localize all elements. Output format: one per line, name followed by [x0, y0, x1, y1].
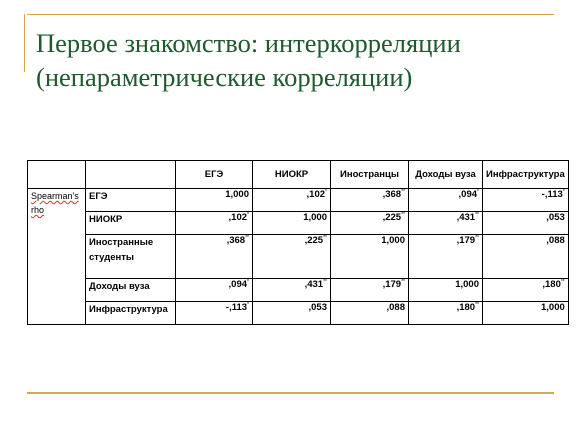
table-row: [28, 212, 569, 235]
correlation-cell: [483, 235, 569, 279]
cell-value: ,431: [456, 212, 476, 224]
cell-value: -,113: [541, 189, 563, 201]
table-row: [28, 235, 569, 279]
cell-value: ,088: [386, 302, 405, 314]
table-row: [28, 302, 569, 325]
correlation-cell: [176, 279, 253, 302]
corner-cell: [86, 161, 176, 189]
cell-value: ,179: [382, 279, 402, 291]
cell-value: ,179: [456, 235, 476, 247]
cell-value: ,180: [456, 302, 476, 314]
correlation-cell: [409, 279, 483, 302]
cell-value: ,102: [306, 189, 326, 201]
cell-value: ,053: [546, 212, 565, 224]
correlation-cell: [253, 212, 331, 235]
significance-mark: **: [475, 235, 479, 241]
correlation-cell: [253, 189, 331, 212]
cell-value: 1,000: [540, 302, 565, 314]
significance-mark: *: [562, 189, 565, 195]
significance-mark: **: [560, 279, 565, 285]
correlation-cell: [253, 302, 331, 325]
cell-value: ,180: [542, 279, 561, 291]
row-label: ЕГЭ: [86, 189, 176, 212]
method-label: [28, 189, 86, 325]
column-header: Доходы вуза: [409, 161, 483, 189]
significance-mark: **: [401, 279, 405, 285]
cell-value: ,102: [228, 212, 248, 224]
correlation-cell: [331, 189, 409, 212]
row-label: Иностранные студенты: [86, 235, 176, 279]
bottom-accent-line: [27, 392, 554, 394]
cell-value: 1,000: [455, 279, 479, 291]
title-line-2: (непараметрические корреляции): [36, 62, 413, 92]
top-accent-line: [27, 14, 554, 15]
column-header: Инфраструктура: [483, 161, 569, 189]
column-header: Иностранцы: [331, 161, 409, 189]
cell-value: ,368: [226, 235, 246, 247]
correlation-table: [27, 160, 569, 325]
row-label: Инфраструктура: [86, 302, 176, 325]
significance-mark: **: [323, 235, 327, 241]
header-row: [28, 161, 569, 189]
corner-cell: [28, 161, 86, 189]
significance-mark: *: [247, 279, 249, 285]
correlation-cell: [253, 279, 331, 302]
significance-mark: **: [323, 279, 327, 285]
significance-mark: **: [245, 235, 249, 241]
correlation-cell: [483, 189, 569, 212]
significance-mark: *: [247, 212, 249, 218]
cell-value: ,431: [304, 279, 324, 291]
row-label: Доходы вуза: [86, 279, 176, 302]
cell-value: ,094: [458, 189, 478, 201]
slide-title: [36, 26, 556, 94]
correlation-cell: [331, 212, 409, 235]
correlation-cell: [331, 302, 409, 325]
cell-value: ,225: [304, 235, 324, 247]
cell-value: 1,000: [381, 235, 405, 247]
cell-value: 1,000: [303, 212, 327, 224]
cell-value: ,225: [382, 212, 402, 224]
column-header: ЕГЭ: [176, 161, 253, 189]
cell-value: ,053: [308, 302, 327, 314]
significance-mark: **: [475, 302, 479, 308]
significance-mark: *: [247, 302, 249, 308]
correlation-cell: [409, 212, 483, 235]
correlation-cell: [483, 302, 569, 325]
method-label-text: Spearman's rho: [31, 191, 79, 215]
title-line-1: Первое знакомство: интеркорреляции: [36, 28, 461, 58]
table-row: [28, 189, 569, 212]
correlation-cell: [176, 212, 253, 235]
significance-mark: **: [475, 212, 479, 218]
correlation-cell: [176, 302, 253, 325]
correlation-cell: [483, 279, 569, 302]
correlation-cell: [409, 235, 483, 279]
significance-mark: *: [477, 189, 479, 195]
left-accent-line: [24, 14, 25, 72]
cell-value: ,088: [546, 235, 565, 247]
cell-value: ,368: [382, 189, 402, 201]
correlation-cell: [409, 302, 483, 325]
correlation-cell: [409, 189, 483, 212]
correlation-cell: [331, 235, 409, 279]
table-row: [28, 279, 569, 302]
significance-mark: *: [325, 189, 327, 195]
correlation-cell: [331, 279, 409, 302]
correlation-cell: [176, 189, 253, 212]
cell-value: 1,000: [225, 189, 249, 201]
correlation-cell: [253, 235, 331, 279]
correlation-cell: [176, 235, 253, 279]
correlation-cell: [483, 212, 569, 235]
row-label: НИОКР: [86, 212, 176, 235]
cell-value: -,113: [225, 302, 248, 314]
significance-mark: **: [401, 189, 405, 195]
significance-mark: **: [401, 212, 405, 218]
column-header: НИОКР: [253, 161, 331, 189]
cell-value: ,094: [228, 279, 248, 291]
